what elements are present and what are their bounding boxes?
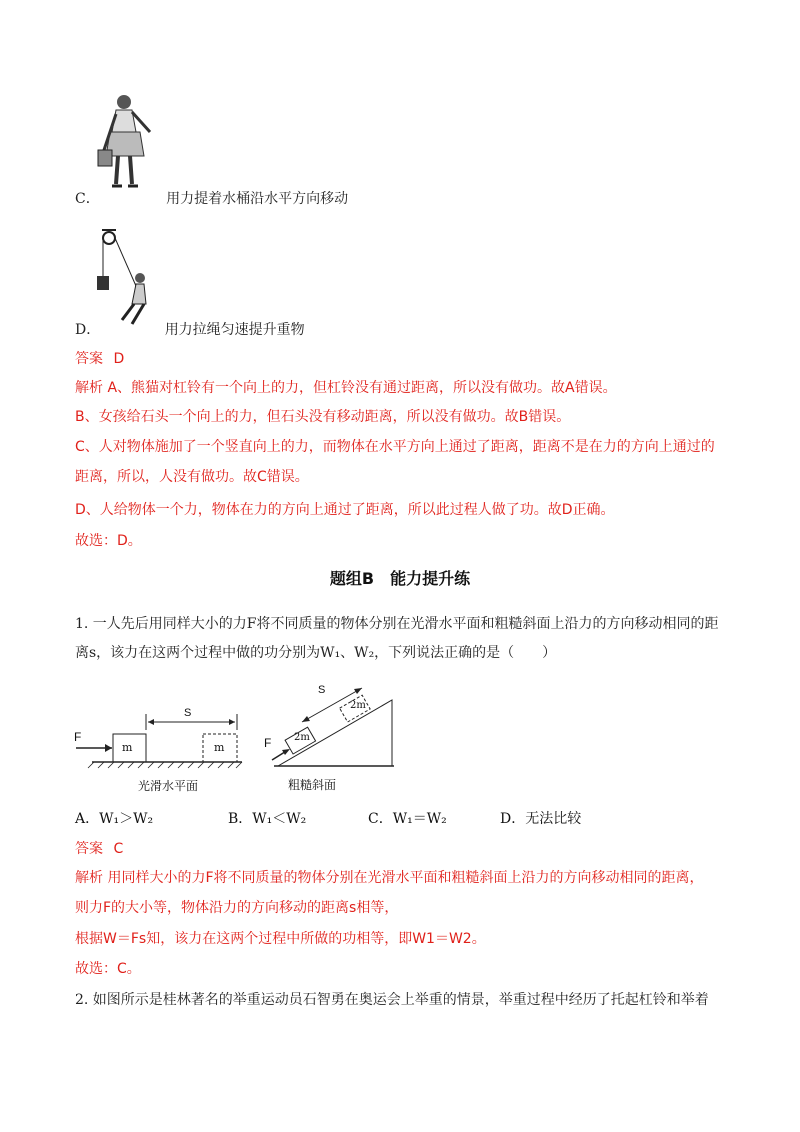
section-title: 题组B 能力提升练 [329,569,471,588]
analysis-1-line-4: 距离，所以，人没有做功。故C错误。 [75,469,309,485]
girl-carrying-bucket-illustration [96,92,160,194]
option-c-letter: C． [75,191,100,207]
option-d-letter: D． [75,322,101,338]
question-2-line-1: 2. 如图所示是桂林著名的举重运动员石智勇在奥运会上举重的情景，举重过程中经历了托起杠铃和举着 [75,992,709,1008]
answer-1-label: 答案 [75,351,103,367]
analysis-1-line-5: D、人给物体一个力，物体在力的方向上通过了距离，所以此过程人做了功。故D正确。 [75,502,615,518]
analysis-1-line-6: 故选：D。 [75,533,142,549]
answer-2-value: C [113,841,124,857]
figure-rough-incline [258,670,398,796]
question-1-line-1: 1. 一人先后用同样大小的力F将不同质量的物体分别在光滑水平面和粗糙斜面上沿力的方向移动相同的距 [75,616,719,632]
left-caption: 光滑水平面 [138,779,199,793]
right-caption: 粗糙斜面 [288,778,337,792]
answer-2-label: 答案 [75,841,103,857]
figure-horizontal-surface [72,700,252,796]
right-block-label: 2m [294,732,310,743]
option-d-text: 用力拉绳匀速提升重物 [164,322,305,338]
analysis-1-line-3: C、人对物体施加了一个竖直向上的力，而物体在水平方向上通过了距离，距离不是在力的方向上通过的 [75,439,715,455]
option-b: B．W₁＜W₂ [228,811,307,827]
analysis-2-line-4: 故选：C。 [75,961,141,977]
analysis-2-line-3: 根据W＝Fs知，该力在这两个过程中所做的功相等，即W1＝W2。 [75,931,486,947]
option-c-q1: C．W₁＝W₂ [368,811,447,827]
analysis-1-line-1: 解析 A、熊猫对杠铃有一个向上的力，但杠铃没有通过距离，所以没有做功。故A错误。 [75,380,617,396]
right-block-moved-label: 2m [350,700,366,711]
answer-1 [75,348,124,368]
left-block-moved-label: m [214,741,225,754]
question-1-line-2: 离s，该力在这两个过程中做的功分别为W₁、W₂，下列说法正确的是（ ） [75,645,557,661]
analysis-2-line-1: 解析 用同样大小的力F将不同质量的物体分别在光滑水平面和粗糙斜面上沿力的方向移动相同的距离， [75,870,704,886]
analysis-1-line-2: B、女孩给石头一个向上的力，但石头没有移动距离，所以没有做功。故B错误。 [75,409,571,425]
analysis-2-line-2: 则力F的大小等，物体沿力的方向移动的距离s相等， [75,900,399,916]
right-distance-label: S [318,684,326,696]
option-a: A．W₁＞W₂ [75,811,154,827]
answer-2 [75,838,123,858]
answer-1-value: D [113,351,125,367]
left-distance-label: S [184,707,192,719]
option-c-text: 用力提着水桶沿水平方向移动 [166,191,349,207]
man-pulling-pulley-illustration [92,228,158,328]
option-d-q1: D．无法比较 [500,811,582,827]
left-force-label: F [74,730,82,744]
right-force-label: F [264,736,272,750]
left-block-label: m [122,741,133,754]
